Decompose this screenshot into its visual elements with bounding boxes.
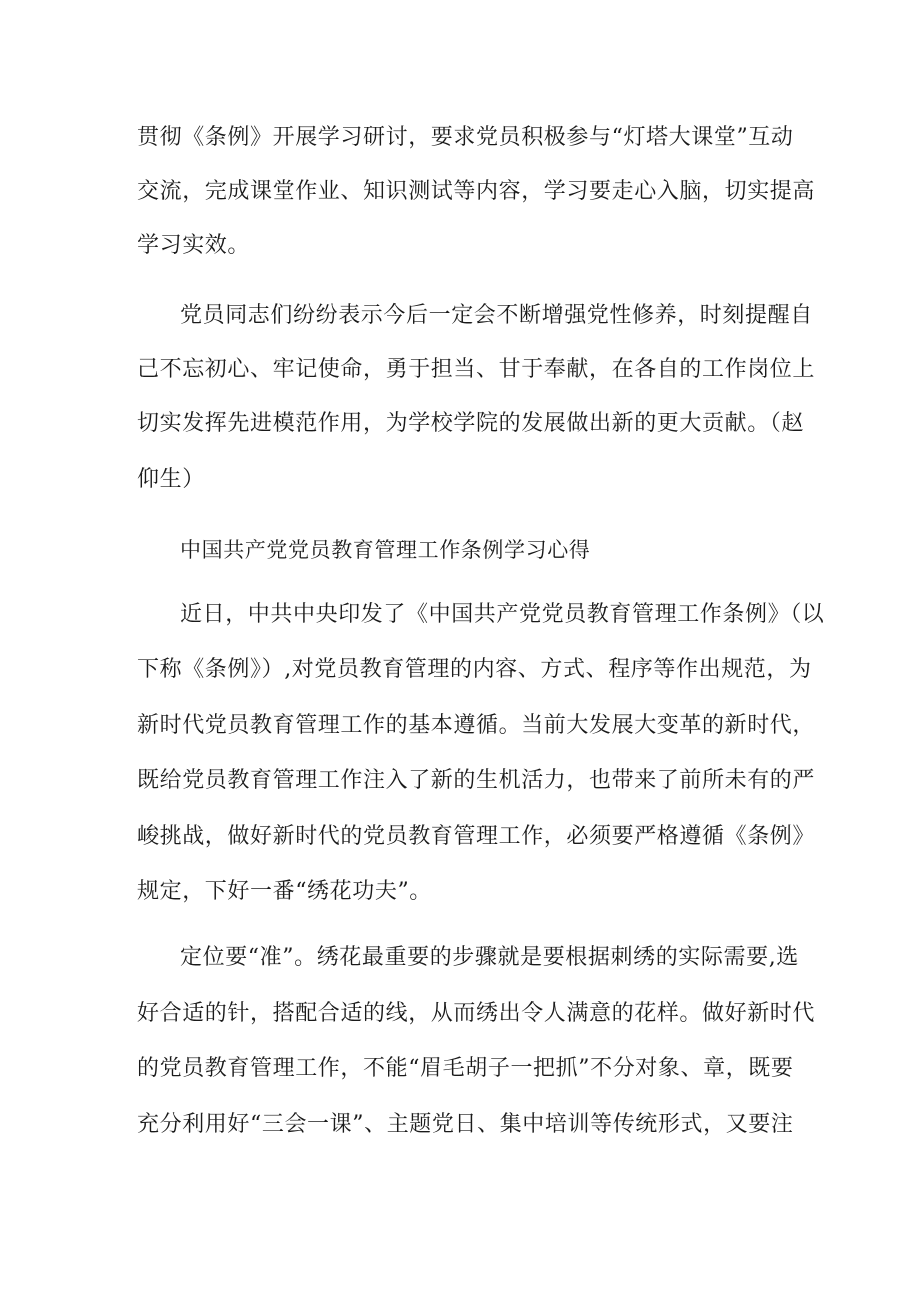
paragraph-2-line-3: 切实发挥先进模范作用，为学校学院的发展做出新的更大贡献。（赵	[137, 411, 805, 436]
paragraph-4-line-1: 定位要“准”。绣花最重要的步骤就是要根据刺绣的实际需要,选	[180, 945, 799, 970]
paragraph-4-line-2: 好合适的针，搭配合适的线，从而绣出令人满意的花样。做好新时代	[137, 1001, 816, 1026]
section-heading: 中国共产党党员教育管理工作条例学习心得	[180, 538, 591, 562]
paragraph-3-line-2: 下称《条例》）,对党员教育管理的内容、方式、程序等作出规范，为	[137, 657, 812, 682]
paragraph-3-line-3: 新时代党员教育管理工作的基本遵循。当前大发展大变革的新时代，	[137, 713, 816, 738]
paragraph-1-line-3: 学习实效。	[137, 233, 251, 258]
paragraph-3-line-6: 规定，下好一番“绣花功夫”。	[137, 879, 432, 904]
paragraph-2-line-4: 仰生）	[137, 467, 205, 492]
paragraph-3-line-5: 峻挑战，做好新时代的党员教育管理工作，必须要严格遵循《条例》	[137, 824, 816, 849]
paragraph-2-line-2: 己不忘初心、牢记使命，勇于担当、甘于奉献，在各自的工作岗位上	[137, 357, 816, 382]
paragraph-1-line-2: 交流，完成课堂作业、知识测试等内容，学习要走心入脑，切实提高	[137, 179, 816, 204]
paragraph-4-line-3: 的党员教育管理工作，不能“眉毛胡子一把抓”不分对象、章，既要	[137, 1056, 794, 1081]
paragraph-4-line-4: 充分利用好“三会一课”、主题党日、集中培训等传统形式，又要注	[137, 1112, 794, 1137]
paragraph-1-line-1: 贯彻《条例》开展学习研讨，要求党员积极参与“灯塔大课堂”互动	[137, 125, 794, 150]
paragraph-3-line-1: 近日，中共中央印发了《中国共产党党员教育管理工作条例》（以	[180, 602, 825, 627]
paragraph-2-line-1: 党员同志们纷纷表示今后一定会不断增强党性修养，时刻提醒自	[180, 303, 813, 328]
paragraph-3-line-4: 既给党员教育管理工作注入了新的生机活力，也带来了前所未有的严	[137, 768, 816, 793]
